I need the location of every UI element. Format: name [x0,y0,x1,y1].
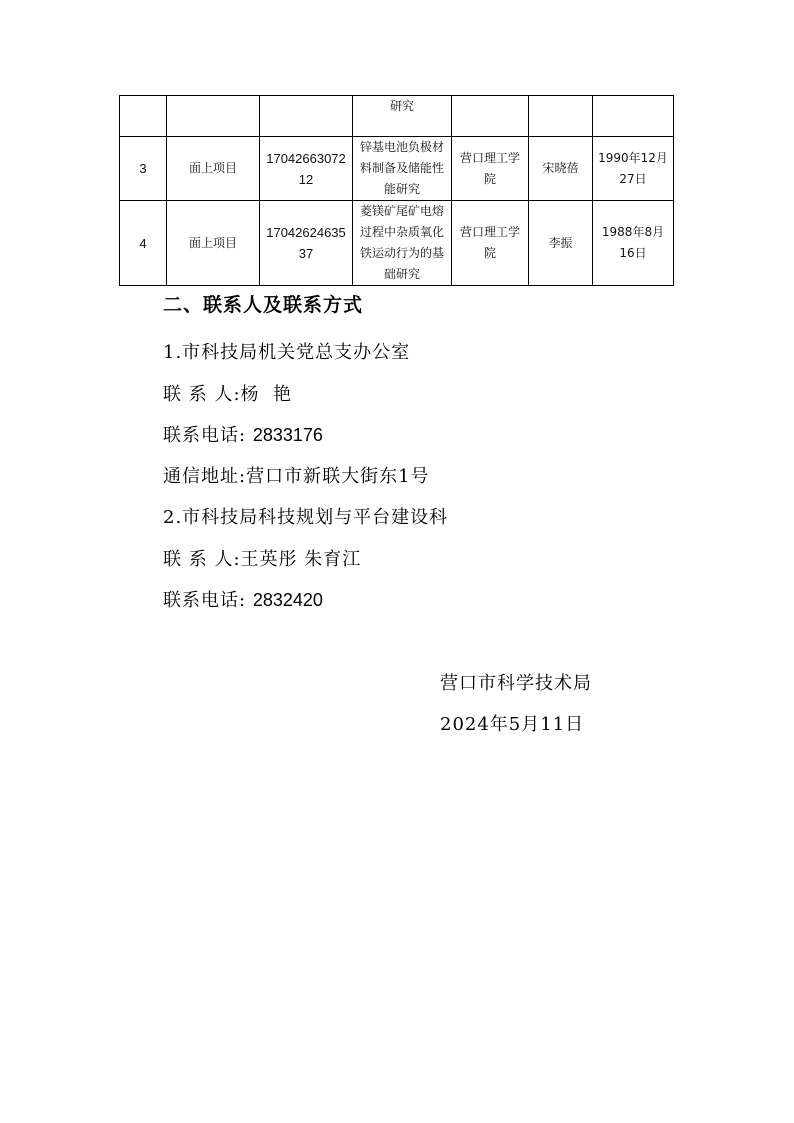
row-number: 4 [120,201,167,286]
contact1-line [163,380,292,406]
table-cell: 研究 [353,96,452,137]
table-cell [529,96,593,137]
table-cell [260,96,353,137]
project-leader: 宋晓蓓 [529,137,593,201]
project-title: 锌基电池负极材料制备及储能性能研究 [353,137,452,201]
project-leader: 李振 [529,201,593,286]
phone2-value: 2832420 [252,590,323,610]
table-row [120,201,674,286]
contact2-line [163,545,361,571]
leader-birthdate: 1988年8月16日 [593,201,674,286]
contact2-name: 王英彤 朱育江 [240,549,362,570]
phone2-line [163,586,323,612]
phone1-label: 联系电话: [163,425,247,446]
table-cell [452,96,529,137]
signature-org: 营口市科学技术局 [440,673,592,694]
project-table [119,95,674,286]
project-institution: 营口理工学院 [452,201,529,286]
address-value: 营口市新联大街东1号 [246,466,430,487]
address-label: 通信地址: [163,466,247,487]
table-cell [120,96,167,137]
project-code: 1704262463537 [260,201,353,286]
table-row [120,137,674,201]
section-heading: 二、联系人及联系方式 [163,294,364,316]
project-title: 菱镁矿尾矿电熔过程中杂质氧化铁运动行为的基础研究 [353,201,452,286]
project-code: 1704266307212 [260,137,353,201]
contact2-label: 联 系 人: [163,549,241,570]
phone2-label: 联系电话: [163,590,247,611]
table-cell [593,96,674,137]
phone1-value: 2833176 [252,425,323,445]
project-category: 面上项目 [167,137,260,201]
contact1-label: 联 系 人: [163,384,241,405]
address-line [163,462,430,488]
contact1-name: 杨 艳 [240,384,292,405]
project-institution: 营口理工学院 [452,137,529,201]
signature-date: 2024年5月11日 [440,714,585,735]
row-number: 3 [120,137,167,201]
office2-title: 2.市科技局科技规划与平台建设科 [163,507,449,528]
office1-title: 1.市科技局机关党总支办公室 [163,342,411,363]
project-category: 面上项目 [167,201,260,286]
table-row [120,96,674,137]
leader-birthdate: 1990年12月 27日 [593,137,674,201]
phone1-line [163,421,323,447]
table-cell [167,96,260,137]
